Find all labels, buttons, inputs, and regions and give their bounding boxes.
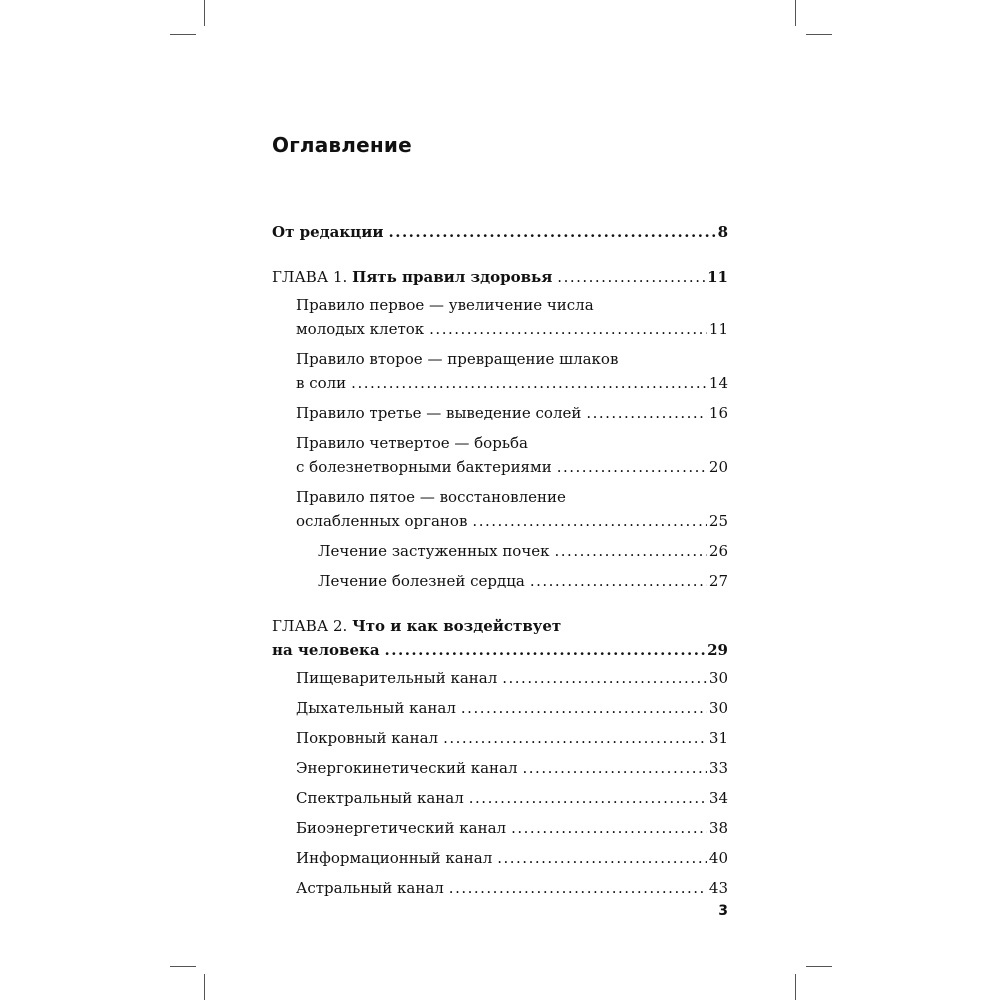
toc-entry-page: 30 (708, 699, 728, 717)
toc-entry-page: 31 (708, 729, 728, 747)
toc-entry-page: 33 (708, 759, 728, 777)
toc-entry-page: 25 (708, 512, 728, 530)
chapter-title: Пять правил здоровья (352, 268, 553, 286)
toc-entry-title: Лечение болезней сердца (318, 572, 525, 590)
table-of-contents (272, 220, 728, 900)
crop-mark (204, 974, 205, 1000)
toc-entry-page: 27 (708, 572, 728, 590)
toc-entry-title: Биоэнергетический канал (296, 819, 507, 837)
toc-chapter-1[interactable] (272, 265, 728, 289)
toc-entry[interactable] (272, 726, 728, 750)
toc-entry-page: 38 (708, 819, 728, 837)
toc-subentry[interactable] (272, 569, 728, 593)
toc-entry-title: Правило второе — превращение шлаков (296, 350, 619, 368)
leader-dots (351, 371, 707, 395)
toc-entry-title: Правило пятое — восстановление (296, 488, 566, 506)
toc-entry[interactable] (272, 347, 728, 395)
chapter-prefix: ГЛАВА 2. (272, 617, 348, 635)
toc-entry-title: Энергокинетический канал (296, 759, 518, 777)
toc-entry[interactable] (272, 401, 728, 425)
toc-entry-title-cont: молодых клеток (296, 320, 425, 338)
leader-dots (511, 816, 707, 840)
toc-entry-title: Лечение застуженных почек (318, 542, 550, 560)
leader-dots (385, 638, 706, 662)
toc-entry-page: 14 (708, 374, 728, 392)
toc-entry-title: Информационный канал (296, 849, 493, 867)
toc-entry-title: Астральный канал (296, 879, 444, 897)
crop-mark (795, 0, 796, 26)
toc-entry[interactable] (272, 876, 728, 900)
crop-mark (806, 34, 832, 35)
toc-entry[interactable] (272, 431, 728, 479)
toc-entry[interactable] (272, 816, 728, 840)
page-number: 3 (718, 903, 728, 919)
toc-entry-page: 8 (717, 223, 728, 241)
toc-entry-title: Дыхательный канал (296, 699, 456, 717)
toc-entry-title: Правило первое — увеличение числа (296, 296, 594, 314)
leader-dots (555, 539, 707, 563)
toc-entry-page: 11 (707, 268, 728, 286)
toc-entry-from-editors[interactable] (272, 220, 728, 244)
toc-entry-title: Покровный канал (296, 729, 439, 747)
chapter-title: Что и как воздействует (352, 617, 562, 635)
leader-dots (502, 666, 707, 690)
leader-dots (472, 509, 706, 533)
crop-mark (806, 966, 832, 967)
leader-dots (461, 696, 707, 720)
toc-entry-title-cont: в соли (296, 374, 347, 392)
chapter-prefix: ГЛАВА 1. (272, 268, 348, 286)
toc-entry[interactable] (272, 846, 728, 870)
leader-dots (530, 569, 707, 593)
leader-dots (469, 786, 707, 810)
toc-entry-page: 34 (708, 789, 728, 807)
toc-entry-title: Спектральный канал (296, 789, 464, 807)
toc-entry-page: 40 (708, 849, 728, 867)
toc-entry[interactable] (272, 756, 728, 780)
toc-entry-page: 29 (707, 641, 728, 659)
toc-entry-title-cont: ослабленных органов (296, 512, 468, 530)
leader-dots (449, 876, 707, 900)
leader-dots (497, 846, 707, 870)
toc-entry[interactable] (272, 293, 728, 341)
leader-dots (523, 756, 707, 780)
toc-entry-page: 20 (708, 458, 728, 476)
toc-entry[interactable] (272, 696, 728, 720)
toc-entry-title: От редакции (272, 223, 384, 241)
toc-entry-page: 16 (708, 404, 728, 422)
toc-entry-title: Правило третье — выведение солей (296, 404, 582, 422)
toc-entry-page: 43 (708, 879, 728, 897)
toc-entry[interactable] (272, 786, 728, 810)
toc-entry-page: 11 (708, 320, 728, 338)
toc-entry-page: 30 (708, 669, 728, 687)
crop-mark (170, 34, 196, 35)
toc-chapter-2[interactable] (272, 614, 728, 662)
leader-dots (557, 265, 705, 289)
toc-entry-page: 26 (708, 542, 728, 560)
toc-entry-title-cont: с болезнетворными бактериями (296, 458, 552, 476)
toc-subentry[interactable] (272, 539, 728, 563)
leader-dots (429, 317, 707, 341)
toc-entry-title: Пищеварительный канал (296, 669, 498, 687)
crop-mark (170, 966, 196, 967)
leader-dots (557, 455, 707, 479)
leader-dots (586, 401, 707, 425)
toc-entry-title: Правило четвертое — борьба (296, 434, 528, 452)
toc-entry[interactable] (272, 666, 728, 690)
leader-dots (389, 220, 716, 244)
crop-mark (795, 974, 796, 1000)
leader-dots (443, 726, 707, 750)
crop-mark (204, 0, 205, 26)
page-title: Оглавление (272, 133, 412, 157)
toc-entry[interactable] (272, 485, 728, 533)
chapter-title-cont: на человека (272, 641, 380, 659)
